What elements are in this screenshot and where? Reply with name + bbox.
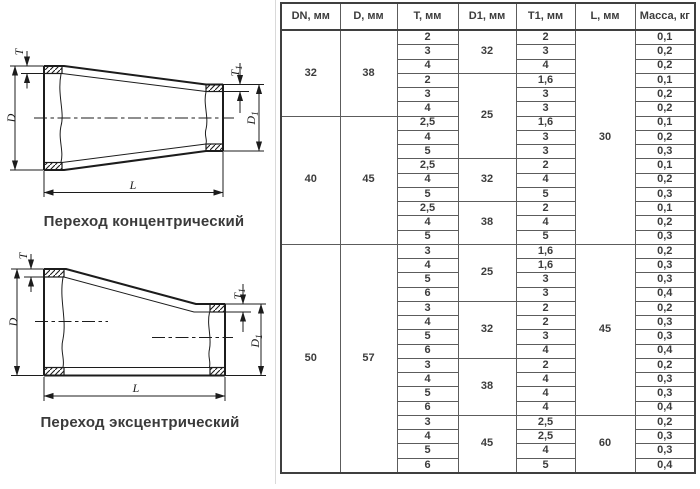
- table-cell: 4: [516, 373, 575, 387]
- table-cell: 0,2: [635, 173, 695, 187]
- col-header-d1: D1, мм: [458, 3, 516, 30]
- weld-hatch: [44, 66, 62, 74]
- table-cell: 5: [397, 145, 458, 159]
- dim-label-T1: $T_1$: [228, 65, 244, 77]
- col-header-d: D, мм: [340, 3, 397, 30]
- table-cell: 6: [397, 458, 458, 473]
- col-header-dn: DN, мм: [281, 3, 340, 30]
- dim-label-D: D: [6, 317, 20, 327]
- table-cell: 4: [516, 401, 575, 415]
- table-cell: 5: [397, 444, 458, 458]
- table-cell: 32: [458, 301, 516, 358]
- table-cell: 0,2: [635, 45, 695, 59]
- table-cell: 2: [516, 30, 575, 45]
- table-cell: 3: [397, 358, 458, 372]
- table-cell: 4: [397, 373, 458, 387]
- table-cell: 3: [397, 244, 458, 258]
- table-cell: 3: [397, 301, 458, 315]
- table-cell: 4: [397, 430, 458, 444]
- dim-label-T: T: [12, 48, 26, 56]
- table-cell: 5: [516, 458, 575, 473]
- dim-label-L: L: [132, 381, 140, 395]
- table-cell: 5: [397, 230, 458, 244]
- table-cell: 5: [516, 230, 575, 244]
- eccentric-caption: Переход эксцентрический: [40, 414, 240, 431]
- table-cell: 3: [397, 88, 458, 102]
- dim-label-D1: $D_1$: [244, 111, 260, 125]
- break-line: [62, 278, 64, 368]
- table-cell: 0,2: [635, 358, 695, 372]
- concentric-reducer-drawing: [4, 47, 264, 197]
- table-cell: 0,3: [635, 373, 695, 387]
- dim-label-D1: $D_1$: [248, 334, 264, 348]
- weld-hatch: [44, 269, 64, 277]
- weld-hatch: [210, 368, 225, 376]
- table-cell: 0,3: [635, 230, 695, 244]
- table-cell: 0,2: [635, 102, 695, 116]
- extension-lines: [225, 304, 266, 312]
- table-cell: 32: [458, 30, 516, 73]
- table-cell: 50: [281, 244, 340, 473]
- table-cell: 32: [458, 159, 516, 202]
- table-cell: 38: [340, 30, 397, 116]
- break-line: [209, 313, 211, 368]
- table-cell: 0,2: [635, 88, 695, 102]
- table-cell: 3: [516, 130, 575, 144]
- table-cell: 1,6: [516, 73, 575, 87]
- table-cell: 2,5: [516, 430, 575, 444]
- table-cell: 0,4: [635, 344, 695, 358]
- table-row: [281, 30, 695, 45]
- pipe-outer-top: [44, 269, 225, 304]
- weld-hatch: [210, 304, 225, 312]
- weld-hatch: [206, 144, 223, 151]
- col-header-mass: Масса, кг: [635, 3, 695, 30]
- eccentric-reducer-drawing: [6, 251, 266, 401]
- table-cell: 0,2: [635, 301, 695, 315]
- table-cell: 2,5: [397, 202, 458, 216]
- table-cell: 4: [397, 59, 458, 73]
- table-cell: 0,3: [635, 316, 695, 330]
- table-cell: 1,6: [516, 259, 575, 273]
- table-cell: 2: [516, 159, 575, 173]
- table-cell: 3: [516, 330, 575, 344]
- table-cell: 0,3: [635, 145, 695, 159]
- table-cell: 0,2: [635, 216, 695, 230]
- table-cell: 2,5: [516, 415, 575, 429]
- weld-hatch: [206, 85, 223, 92]
- dim-label-L: L: [129, 178, 137, 192]
- table-cell: 45: [575, 244, 635, 415]
- pane-divider: [275, 0, 276, 484]
- dim-label-T: T: [16, 252, 30, 260]
- table-cell: 5: [516, 187, 575, 201]
- table-cell: 6: [397, 344, 458, 358]
- table-cell: 3: [516, 88, 575, 102]
- table-cell: 1,6: [516, 116, 575, 130]
- table-cell: 3: [397, 415, 458, 429]
- table-cell: 0,2: [635, 244, 695, 258]
- table-cell: 45: [340, 116, 397, 244]
- table-cell: 3: [516, 145, 575, 159]
- extension-lines: [223, 85, 264, 92]
- table-cell: 40: [281, 116, 340, 244]
- specification-table-wrap: [280, 2, 695, 475]
- col-header-t1: T1, мм: [516, 3, 575, 30]
- table-cell: 0,3: [635, 330, 695, 344]
- table-cell: 4: [397, 130, 458, 144]
- table-cell: 4: [516, 59, 575, 73]
- table-cell: 25: [458, 73, 516, 159]
- table-cell: 0,4: [635, 458, 695, 473]
- weld-hatch: [44, 163, 62, 171]
- table-cell: 4: [397, 102, 458, 116]
- table-cell: 2: [397, 73, 458, 87]
- table-cell: 0,1: [635, 202, 695, 216]
- table-cell: 38: [458, 358, 516, 415]
- table-cell: 5: [397, 387, 458, 401]
- table-cell: 6: [397, 287, 458, 301]
- table-cell: 45: [458, 415, 516, 473]
- table-cell: 0,3: [635, 444, 695, 458]
- table-cell: 5: [397, 187, 458, 201]
- dim-label-D: D: [4, 113, 18, 123]
- table-cell: 0,3: [635, 273, 695, 287]
- table-cell: 3: [516, 287, 575, 301]
- table-cell: 0,4: [635, 287, 695, 301]
- table-cell: 2: [516, 202, 575, 216]
- col-header-t: T, мм: [397, 3, 458, 30]
- table-cell: 4: [516, 173, 575, 187]
- table-cell: 5: [397, 273, 458, 287]
- weld-hatch: [44, 368, 64, 376]
- table-row: [281, 244, 695, 258]
- table-cell: 0,2: [635, 130, 695, 144]
- table-cell: 32: [281, 30, 340, 116]
- table-cell: 4: [397, 259, 458, 273]
- table-cell: 3: [516, 273, 575, 287]
- table-cell: 57: [340, 244, 397, 473]
- table-cell: 4: [516, 387, 575, 401]
- table-cell: 4: [397, 216, 458, 230]
- table-cell: 60: [575, 415, 635, 473]
- table-cell: 0,4: [635, 401, 695, 415]
- table-cell: 2: [516, 301, 575, 315]
- reducer-spec-table: [280, 2, 696, 474]
- table-cell: 0,2: [635, 415, 695, 429]
- technical-drawings-pane: [0, 0, 280, 484]
- table-cell: 2: [516, 358, 575, 372]
- table-cell: 4: [397, 316, 458, 330]
- table-cell: 3: [516, 102, 575, 116]
- table-cell: 2,5: [397, 116, 458, 130]
- table-cell: 2: [516, 316, 575, 330]
- table-cell: 2,5: [397, 159, 458, 173]
- reducer-drawings-svg: [0, 0, 280, 484]
- dim-label-T1: $T_1$: [231, 288, 247, 300]
- pipe-outer-bottom: [44, 151, 223, 170]
- col-header-l: L, мм: [575, 3, 635, 30]
- concentric-caption: Переход концентрический: [43, 213, 245, 230]
- table-cell: 3: [397, 45, 458, 59]
- table-cell: 25: [458, 244, 516, 301]
- table-cell: 0,3: [635, 387, 695, 401]
- pipe-inner-top: [44, 277, 225, 312]
- table-cell: 5: [397, 330, 458, 344]
- table-cell: 0,3: [635, 187, 695, 201]
- table-cell: 2: [397, 30, 458, 45]
- table-cell: 0,1: [635, 159, 695, 173]
- table-cell: 3: [516, 45, 575, 59]
- pipe-outer-top: [44, 66, 223, 85]
- table-cell: 0,3: [635, 259, 695, 273]
- table-header-row: [281, 3, 695, 30]
- table-cell: 38: [458, 202, 516, 245]
- table-cell: 4: [516, 216, 575, 230]
- table-cell: 1,6: [516, 244, 575, 258]
- table-cell: 6: [397, 401, 458, 415]
- table-cell: 0,3: [635, 430, 695, 444]
- table-cell: 0,1: [635, 116, 695, 130]
- table-cell: 4: [397, 173, 458, 187]
- table-cell: 0,2: [635, 59, 695, 73]
- table-cell: 4: [516, 444, 575, 458]
- table-cell: 0,1: [635, 73, 695, 87]
- table-cell: 4: [516, 344, 575, 358]
- table-cell: 0,1: [635, 30, 695, 45]
- table-cell: 30: [575, 30, 635, 244]
